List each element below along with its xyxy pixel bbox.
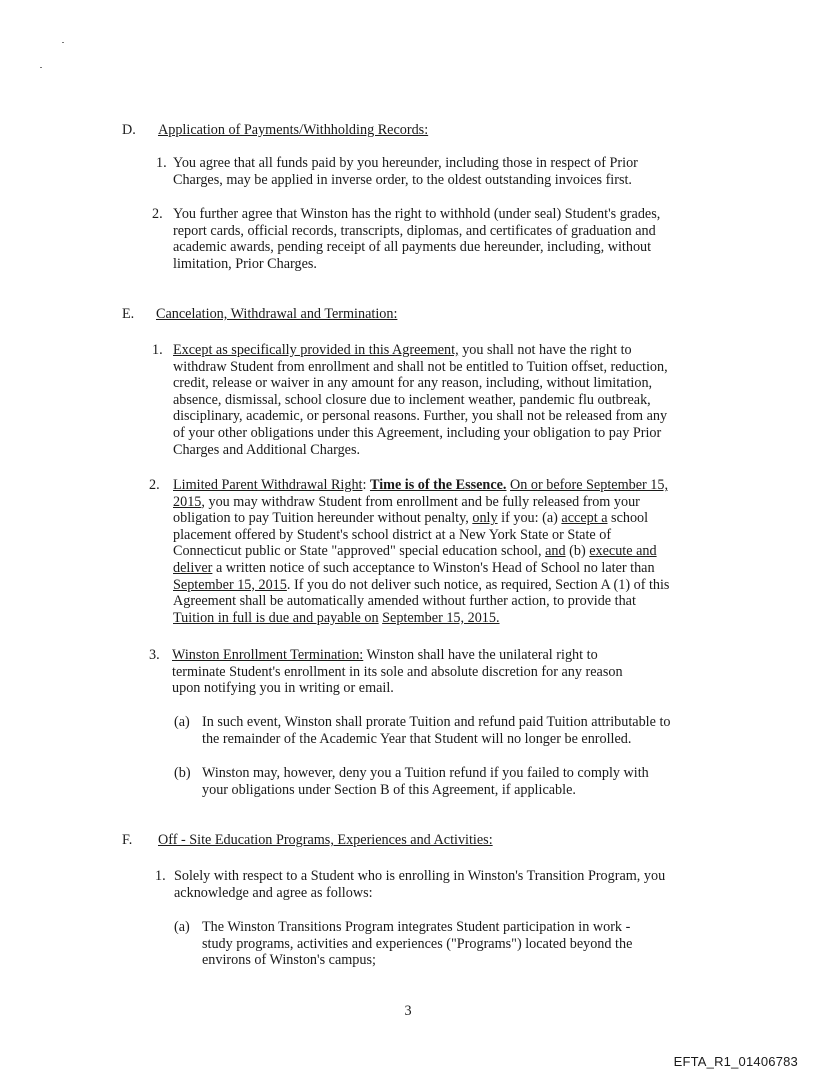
item-body: Winston shall have the unilateral right to terminate Student's enrollment in its sole and absolute discretion for any reason upon notifying you in writing or email.	[172, 647, 623, 697]
subitem-label: (b)	[174, 765, 191, 781]
item-number: 1.	[155, 868, 166, 884]
subitem-text: The Winston Transitions Program integrates Student participation in work - study programs, activities and experiences ("Programs") located beyond the environs of Winston's campus;	[202, 919, 633, 969]
item-text	[172, 647, 652, 697]
text-run: if you: (a)	[497, 510, 562, 527]
subitem-label: (a)	[174, 919, 190, 935]
section-e-title: Cancelation, Withdrawal and Termination:	[156, 306, 398, 322]
text-run: Limited Parent Withdrawal Right	[173, 477, 363, 493]
section-d-letter: D.	[122, 122, 136, 138]
text-run: :	[362, 477, 370, 493]
section-f-title: Off - Site Education Programs, Experiences and Activities:	[158, 832, 493, 848]
item-text	[173, 342, 673, 458]
text-run: Tuition in full is due and payable on	[173, 609, 379, 626]
section-e-letter: E.	[122, 306, 135, 322]
text-run: . If you do not deliver such notice, as required, Section A (1) of this Agreement shall be automatically amended without further action, to provide that	[173, 576, 670, 610]
item-number: 2.	[149, 477, 160, 493]
item-text: Solely with respect to a Student who is enrolling in Winston's Transition Program, you acknowledge and agree as follows:	[174, 868, 666, 901]
page-number: 3	[404, 1003, 412, 1019]
item-text	[173, 477, 673, 626]
document-id-footer: EFTA_R1_01406783	[673, 1054, 798, 1069]
text-run: and	[545, 543, 566, 560]
item-number: 1.	[156, 155, 167, 171]
item-number: 1.	[152, 342, 163, 358]
section-d-title: Application of Payments/Withholding Records:	[158, 122, 429, 138]
item-text: You agree that all funds paid by you hereunder, including those in respect of Prior Charges, may be applied in inverse order, to the oldest outstanding invoices first.	[173, 155, 638, 188]
section-f-letter: F.	[122, 832, 133, 848]
subitem-text: Winston may, however, deny you a Tuition refund if you failed to comply with your obligations under Section B of this Agreement, if applicable.	[202, 765, 649, 798]
text-run: execute and deliver	[173, 543, 657, 576]
item-number: 3.	[149, 647, 160, 663]
text-run: September 15, 2015.	[382, 609, 500, 626]
text-run: accept a	[561, 510, 608, 527]
item-lead: Winston Enrollment Termination:	[172, 647, 364, 663]
text-run: only	[472, 510, 498, 527]
text-run: (b)	[565, 543, 590, 560]
scan-speck	[40, 67, 42, 68]
text-run: On or before September 15, 2015	[173, 477, 668, 510]
scan-speck	[62, 42, 64, 43]
item-lead: Except as specifically provided in this Agreement,	[173, 342, 459, 358]
text-run: September 15, 2015	[173, 576, 287, 593]
text-run: , you may withdraw Student from enrollment and be fully released from your obligation to pay Tuition hereunder without penalty,	[173, 493, 640, 527]
subitem-text: In such event, Winston shall prorate Tuition and refund paid Tuition attributable to the remainder of the Academic Year that Student will no longer be enrolled.	[202, 714, 671, 747]
item-body: you shall not have the right to withdraw Student from enrollment and shall not be entitled to Tuition offset, reduction, credit, release or waiver in any amount for any reason, including, without limitation, absence, dismissal, school closure due to inclement weather, pandemic flu outbreak, disciplinary, academic, or personal reasons. Further, you shall not be released from any of your other obligations under this Agreement, including your obligation to pay Prior Charges and Additional Charges.	[173, 342, 668, 458]
text-run-bold: Time is of the Essence.	[369, 477, 507, 493]
text-run: school placement offered by Student's school district at a New York State or State of Connecticut public or State "approved" special education school,	[173, 510, 649, 560]
subitem-label: (a)	[174, 714, 190, 730]
item-number: 2.	[152, 206, 163, 222]
text-run: a written notice of such acceptance to Winston's Head of School no later than	[212, 559, 655, 576]
item-text: You further agree that Winston has the right to withhold (under seal) Student's grades, report cards, official records, transcripts, diplomas, and certificates of graduation and academic awards, pending receipt of all payments due hereunder, including, without limitation, Prior Charges.	[173, 206, 661, 272]
